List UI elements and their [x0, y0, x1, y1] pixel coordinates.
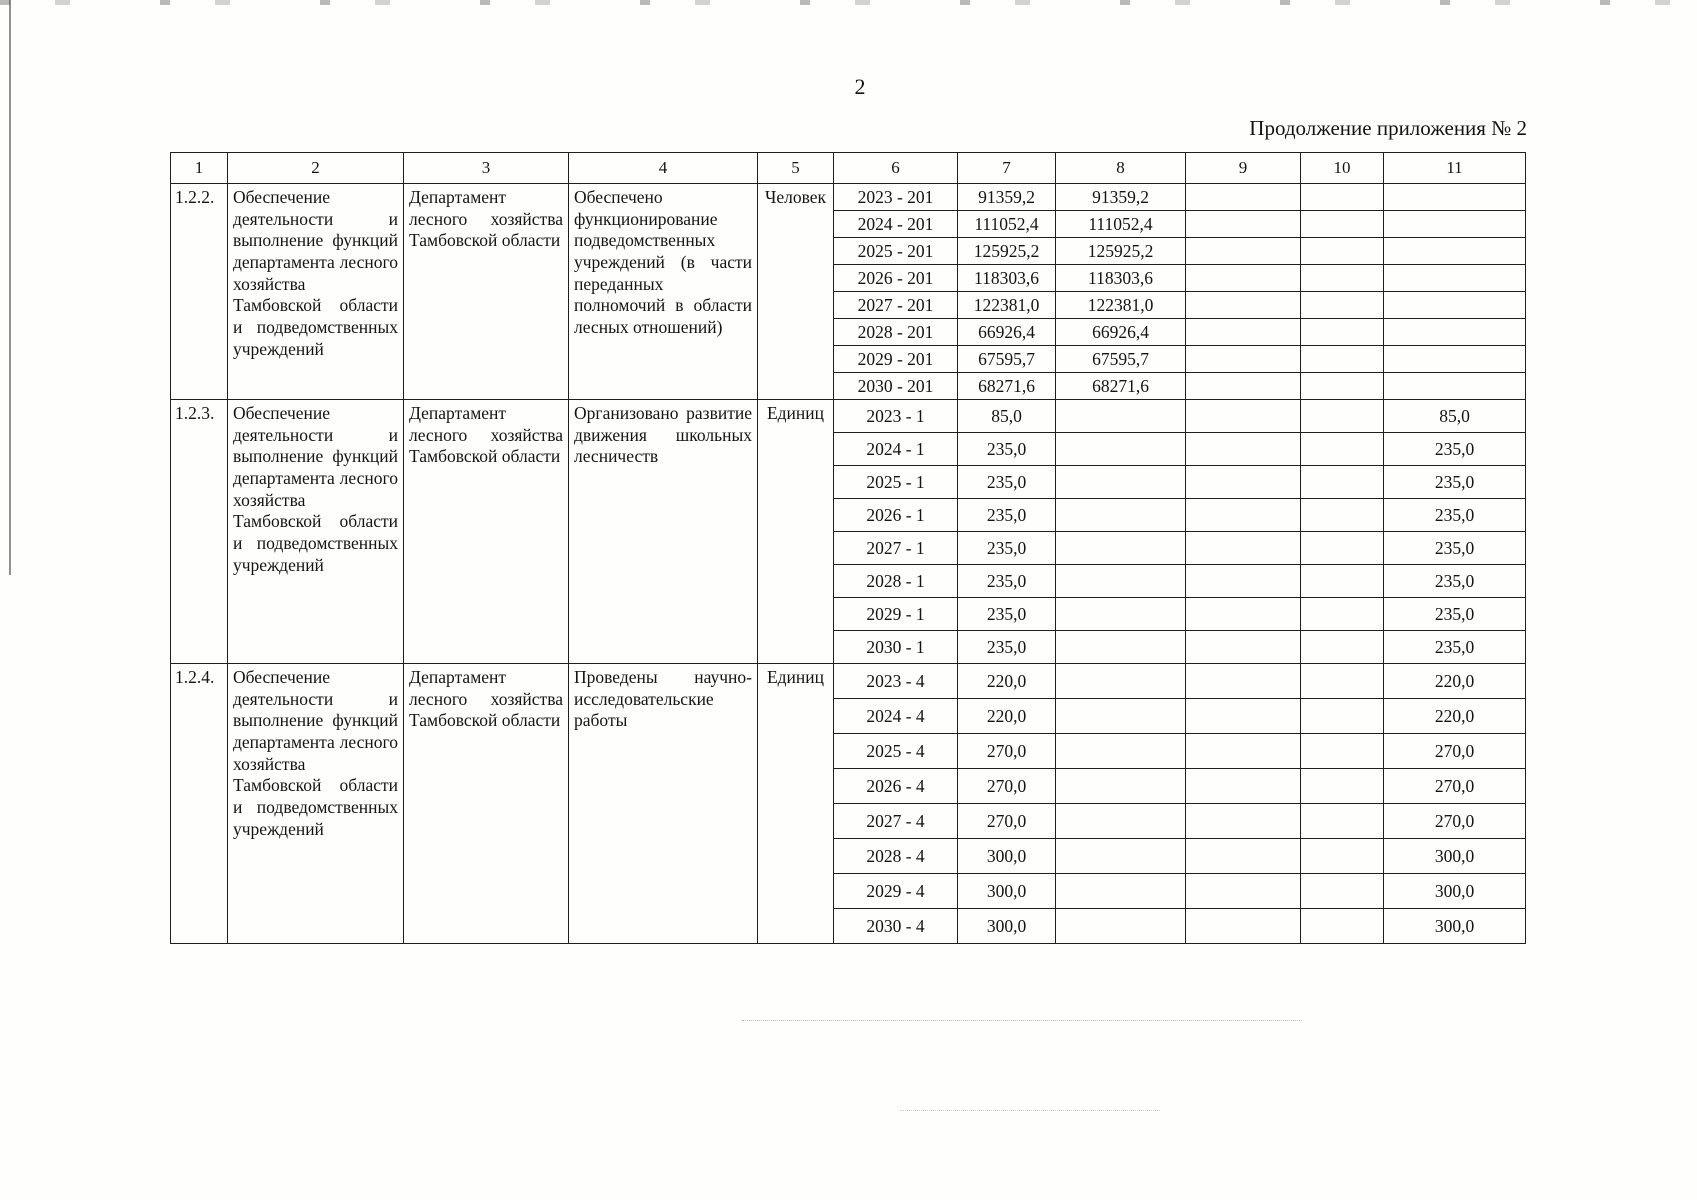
col8-value: 125925,2: [1056, 238, 1186, 265]
col8-value: [1056, 565, 1186, 598]
year-plan-value: 2026 - 1: [834, 499, 958, 532]
col7-value: 85,0: [958, 400, 1056, 433]
col10-value: [1301, 319, 1384, 346]
table-row: [171, 664, 1526, 699]
table-row: [171, 400, 1526, 433]
col7-value: 300,0: [958, 909, 1056, 944]
col11-value: 235,0: [1384, 466, 1526, 499]
col8-value: [1056, 839, 1186, 874]
year-plan-value: 2027 - 1: [834, 532, 958, 565]
col10-value: [1301, 631, 1384, 664]
page-number: 2: [854, 74, 866, 99]
col9-value: [1186, 373, 1301, 400]
col10-value: [1301, 184, 1384, 211]
col10-value: [1301, 664, 1384, 699]
col10-value: [1301, 909, 1384, 944]
col10-value: [1301, 400, 1384, 433]
scan-artifact-dotted-line: [900, 1110, 1160, 1111]
col7-value: 220,0: [958, 664, 1056, 699]
col8-value: [1056, 769, 1186, 804]
col7-value: 300,0: [958, 874, 1056, 909]
col11-value: 85,0: [1384, 400, 1526, 433]
col7-value: 235,0: [958, 598, 1056, 631]
col9-value: [1186, 238, 1301, 265]
col8-value: 111052,4: [1056, 211, 1186, 238]
col11-value: [1384, 265, 1526, 292]
col7-value: 235,0: [958, 532, 1056, 565]
col7-value: 122381,0: [958, 292, 1056, 319]
col9-value: [1186, 433, 1301, 466]
col7-value: 235,0: [958, 631, 1056, 664]
year-plan-value: 2023 - 201: [834, 184, 958, 211]
col10-value: [1301, 211, 1384, 238]
result-cell: Проведены научно-исследовательские работы: [569, 664, 758, 944]
col11-value: 220,0: [1384, 699, 1526, 734]
col10-value: [1301, 532, 1384, 565]
col11-value: 270,0: [1384, 804, 1526, 839]
column-header-5: 5: [758, 153, 834, 184]
col7-value: 66926,4: [958, 319, 1056, 346]
col9-value: [1186, 565, 1301, 598]
col11-value: 235,0: [1384, 631, 1526, 664]
unit-cell: Единиц: [758, 400, 834, 664]
col8-value: [1056, 466, 1186, 499]
col11-value: [1384, 238, 1526, 265]
col11-value: 300,0: [1384, 874, 1526, 909]
col10-value: [1301, 499, 1384, 532]
col10-value: [1301, 265, 1384, 292]
col7-value: 111052,4: [958, 211, 1056, 238]
col7-value: 270,0: [958, 734, 1056, 769]
year-plan-value: 2025 - 1: [834, 466, 958, 499]
row-id: 1.2.3.: [171, 400, 228, 664]
col9-value: [1186, 265, 1301, 292]
col10-value: [1301, 769, 1384, 804]
column-header-7: 7: [958, 153, 1056, 184]
col11-value: 300,0: [1384, 909, 1526, 944]
col7-value: 235,0: [958, 466, 1056, 499]
column-header-9: 9: [1186, 153, 1301, 184]
column-number-row: [171, 153, 1526, 184]
col11-value: [1384, 292, 1526, 319]
col7-value: 270,0: [958, 769, 1056, 804]
col9-value: [1186, 598, 1301, 631]
col11-value: 220,0: [1384, 664, 1526, 699]
year-plan-value: 2027 - 4: [834, 804, 958, 839]
col8-value: [1056, 699, 1186, 734]
unit-cell: Человек: [758, 184, 834, 400]
col8-value: 67595,7: [1056, 346, 1186, 373]
col8-value: [1056, 804, 1186, 839]
col11-value: 235,0: [1384, 565, 1526, 598]
col10-value: [1301, 874, 1384, 909]
col8-value: 122381,0: [1056, 292, 1186, 319]
column-header-2: 2: [228, 153, 404, 184]
year-plan-value: 2030 - 201: [834, 373, 958, 400]
col10-value: [1301, 346, 1384, 373]
col9-value: [1186, 839, 1301, 874]
col10-value: [1301, 734, 1384, 769]
col10-value: [1301, 238, 1384, 265]
year-plan-value: 2024 - 4: [834, 699, 958, 734]
col9-value: [1186, 804, 1301, 839]
column-header-1: 1: [171, 153, 228, 184]
col7-value: 235,0: [958, 433, 1056, 466]
col9-value: [1186, 664, 1301, 699]
col8-value: 68271,6: [1056, 373, 1186, 400]
col9-value: [1186, 346, 1301, 373]
col11-value: 235,0: [1384, 499, 1526, 532]
col10-value: [1301, 839, 1384, 874]
col10-value: [1301, 699, 1384, 734]
col8-value: 118303,6: [1056, 265, 1186, 292]
column-header-8: 8: [1056, 153, 1186, 184]
col7-value: 235,0: [958, 565, 1056, 598]
col8-value: [1056, 664, 1186, 699]
column-header-3: 3: [404, 153, 569, 184]
col8-value: 66926,4: [1056, 319, 1186, 346]
column-header-11: 11: [1384, 153, 1526, 184]
col9-value: [1186, 499, 1301, 532]
col8-value: [1056, 433, 1186, 466]
col9-value: [1186, 909, 1301, 944]
activity-cell: Обеспечение деятельности и выполнение функций департамента лесного хозяйства Тамбовской области и подведомственных учреждений: [228, 184, 404, 400]
col10-value: [1301, 804, 1384, 839]
report-table-wrapper: [170, 152, 1526, 944]
year-plan-value: 2026 - 4: [834, 769, 958, 804]
col10-value: [1301, 598, 1384, 631]
col7-value: 67595,7: [958, 346, 1056, 373]
year-plan-value: 2023 - 1: [834, 400, 958, 433]
col7-value: 118303,6: [958, 265, 1056, 292]
result-cell: Организовано развитие движения школьных лесничеств: [569, 400, 758, 664]
col7-value: 235,0: [958, 499, 1056, 532]
scan-artifact-dotted-line: [742, 1020, 1302, 1021]
year-plan-value: 2028 - 201: [834, 319, 958, 346]
col11-value: [1384, 211, 1526, 238]
col9-value: [1186, 292, 1301, 319]
column-header-6: 6: [834, 153, 958, 184]
col10-value: [1301, 466, 1384, 499]
col7-value: 125925,2: [958, 238, 1056, 265]
year-plan-value: 2028 - 4: [834, 839, 958, 874]
table-header: [171, 153, 1526, 184]
col11-value: 235,0: [1384, 433, 1526, 466]
year-plan-value: 2024 - 201: [834, 211, 958, 238]
col10-value: [1301, 565, 1384, 598]
col11-value: [1384, 184, 1526, 211]
unit-cell: Единиц: [758, 664, 834, 944]
activity-cell: Обеспечение деятельности и выполнение функций департамента лесного хозяйства Тамбовской области и подведомственных учреждений: [228, 664, 404, 944]
col9-value: [1186, 874, 1301, 909]
table-row: [171, 184, 1526, 211]
year-plan-value: 2030 - 4: [834, 909, 958, 944]
col8-value: [1056, 631, 1186, 664]
col9-value: [1186, 631, 1301, 664]
col9-value: [1186, 184, 1301, 211]
col8-value: [1056, 532, 1186, 565]
appendix-caption: Продолжение приложения № 2: [1249, 116, 1527, 140]
report-table: [170, 152, 1526, 944]
col11-value: 270,0: [1384, 734, 1526, 769]
col10-value: [1301, 292, 1384, 319]
col9-value: [1186, 699, 1301, 734]
col7-value: 220,0: [958, 699, 1056, 734]
year-plan-value: 2025 - 201: [834, 238, 958, 265]
year-plan-value: 2030 - 1: [834, 631, 958, 664]
executor-cell: Департамент лесного хозяйства Тамбовской области: [404, 664, 569, 944]
col9-value: [1186, 734, 1301, 769]
col9-value: [1186, 466, 1301, 499]
col11-value: [1384, 346, 1526, 373]
year-plan-value: 2024 - 1: [834, 433, 958, 466]
col11-value: [1384, 319, 1526, 346]
year-plan-value: 2027 - 201: [834, 292, 958, 319]
col11-value: 235,0: [1384, 598, 1526, 631]
col11-value: 300,0: [1384, 839, 1526, 874]
col11-value: [1384, 373, 1526, 400]
year-plan-value: 2026 - 201: [834, 265, 958, 292]
col7-value: 300,0: [958, 839, 1056, 874]
col8-value: [1056, 598, 1186, 631]
table-body: [171, 184, 1526, 944]
col11-value: 270,0: [1384, 769, 1526, 804]
column-header-10: 10: [1301, 153, 1384, 184]
col8-value: [1056, 400, 1186, 433]
executor-cell: Департамент лесного хозяйства Тамбовской области: [404, 184, 569, 400]
year-plan-value: 2029 - 201: [834, 346, 958, 373]
col7-value: 270,0: [958, 804, 1056, 839]
year-plan-value: 2028 - 1: [834, 565, 958, 598]
col10-value: [1301, 373, 1384, 400]
row-id: 1.2.4.: [171, 664, 228, 944]
year-plan-value: 2023 - 4: [834, 664, 958, 699]
col8-value: 91359,2: [1056, 184, 1186, 211]
column-header-4: 4: [569, 153, 758, 184]
activity-cell: Обеспечение деятельности и выполнение функций департамента лесного хозяйства Тамбовской области и подведомственных учреждений: [228, 400, 404, 664]
col8-value: [1056, 874, 1186, 909]
col7-value: 68271,6: [958, 373, 1056, 400]
col9-value: [1186, 532, 1301, 565]
result-cell: Обеспечено функционирование подведомственных учреждений (в части переданных полномочий в области лесных отношений): [569, 184, 758, 400]
col10-value: [1301, 433, 1384, 466]
col8-value: [1056, 499, 1186, 532]
col9-value: [1186, 769, 1301, 804]
col7-value: 91359,2: [958, 184, 1056, 211]
year-plan-value: 2029 - 1: [834, 598, 958, 631]
col9-value: [1186, 400, 1301, 433]
col8-value: [1056, 734, 1186, 769]
year-plan-value: 2029 - 4: [834, 874, 958, 909]
col8-value: [1056, 909, 1186, 944]
scan-edge-artifact-top: [0, 0, 1697, 5]
row-id: 1.2.2.: [171, 184, 228, 400]
col9-value: [1186, 319, 1301, 346]
executor-cell: Департамент лесного хозяйства Тамбовской области: [404, 400, 569, 664]
col9-value: [1186, 211, 1301, 238]
year-plan-value: 2025 - 4: [834, 734, 958, 769]
col11-value: 235,0: [1384, 532, 1526, 565]
